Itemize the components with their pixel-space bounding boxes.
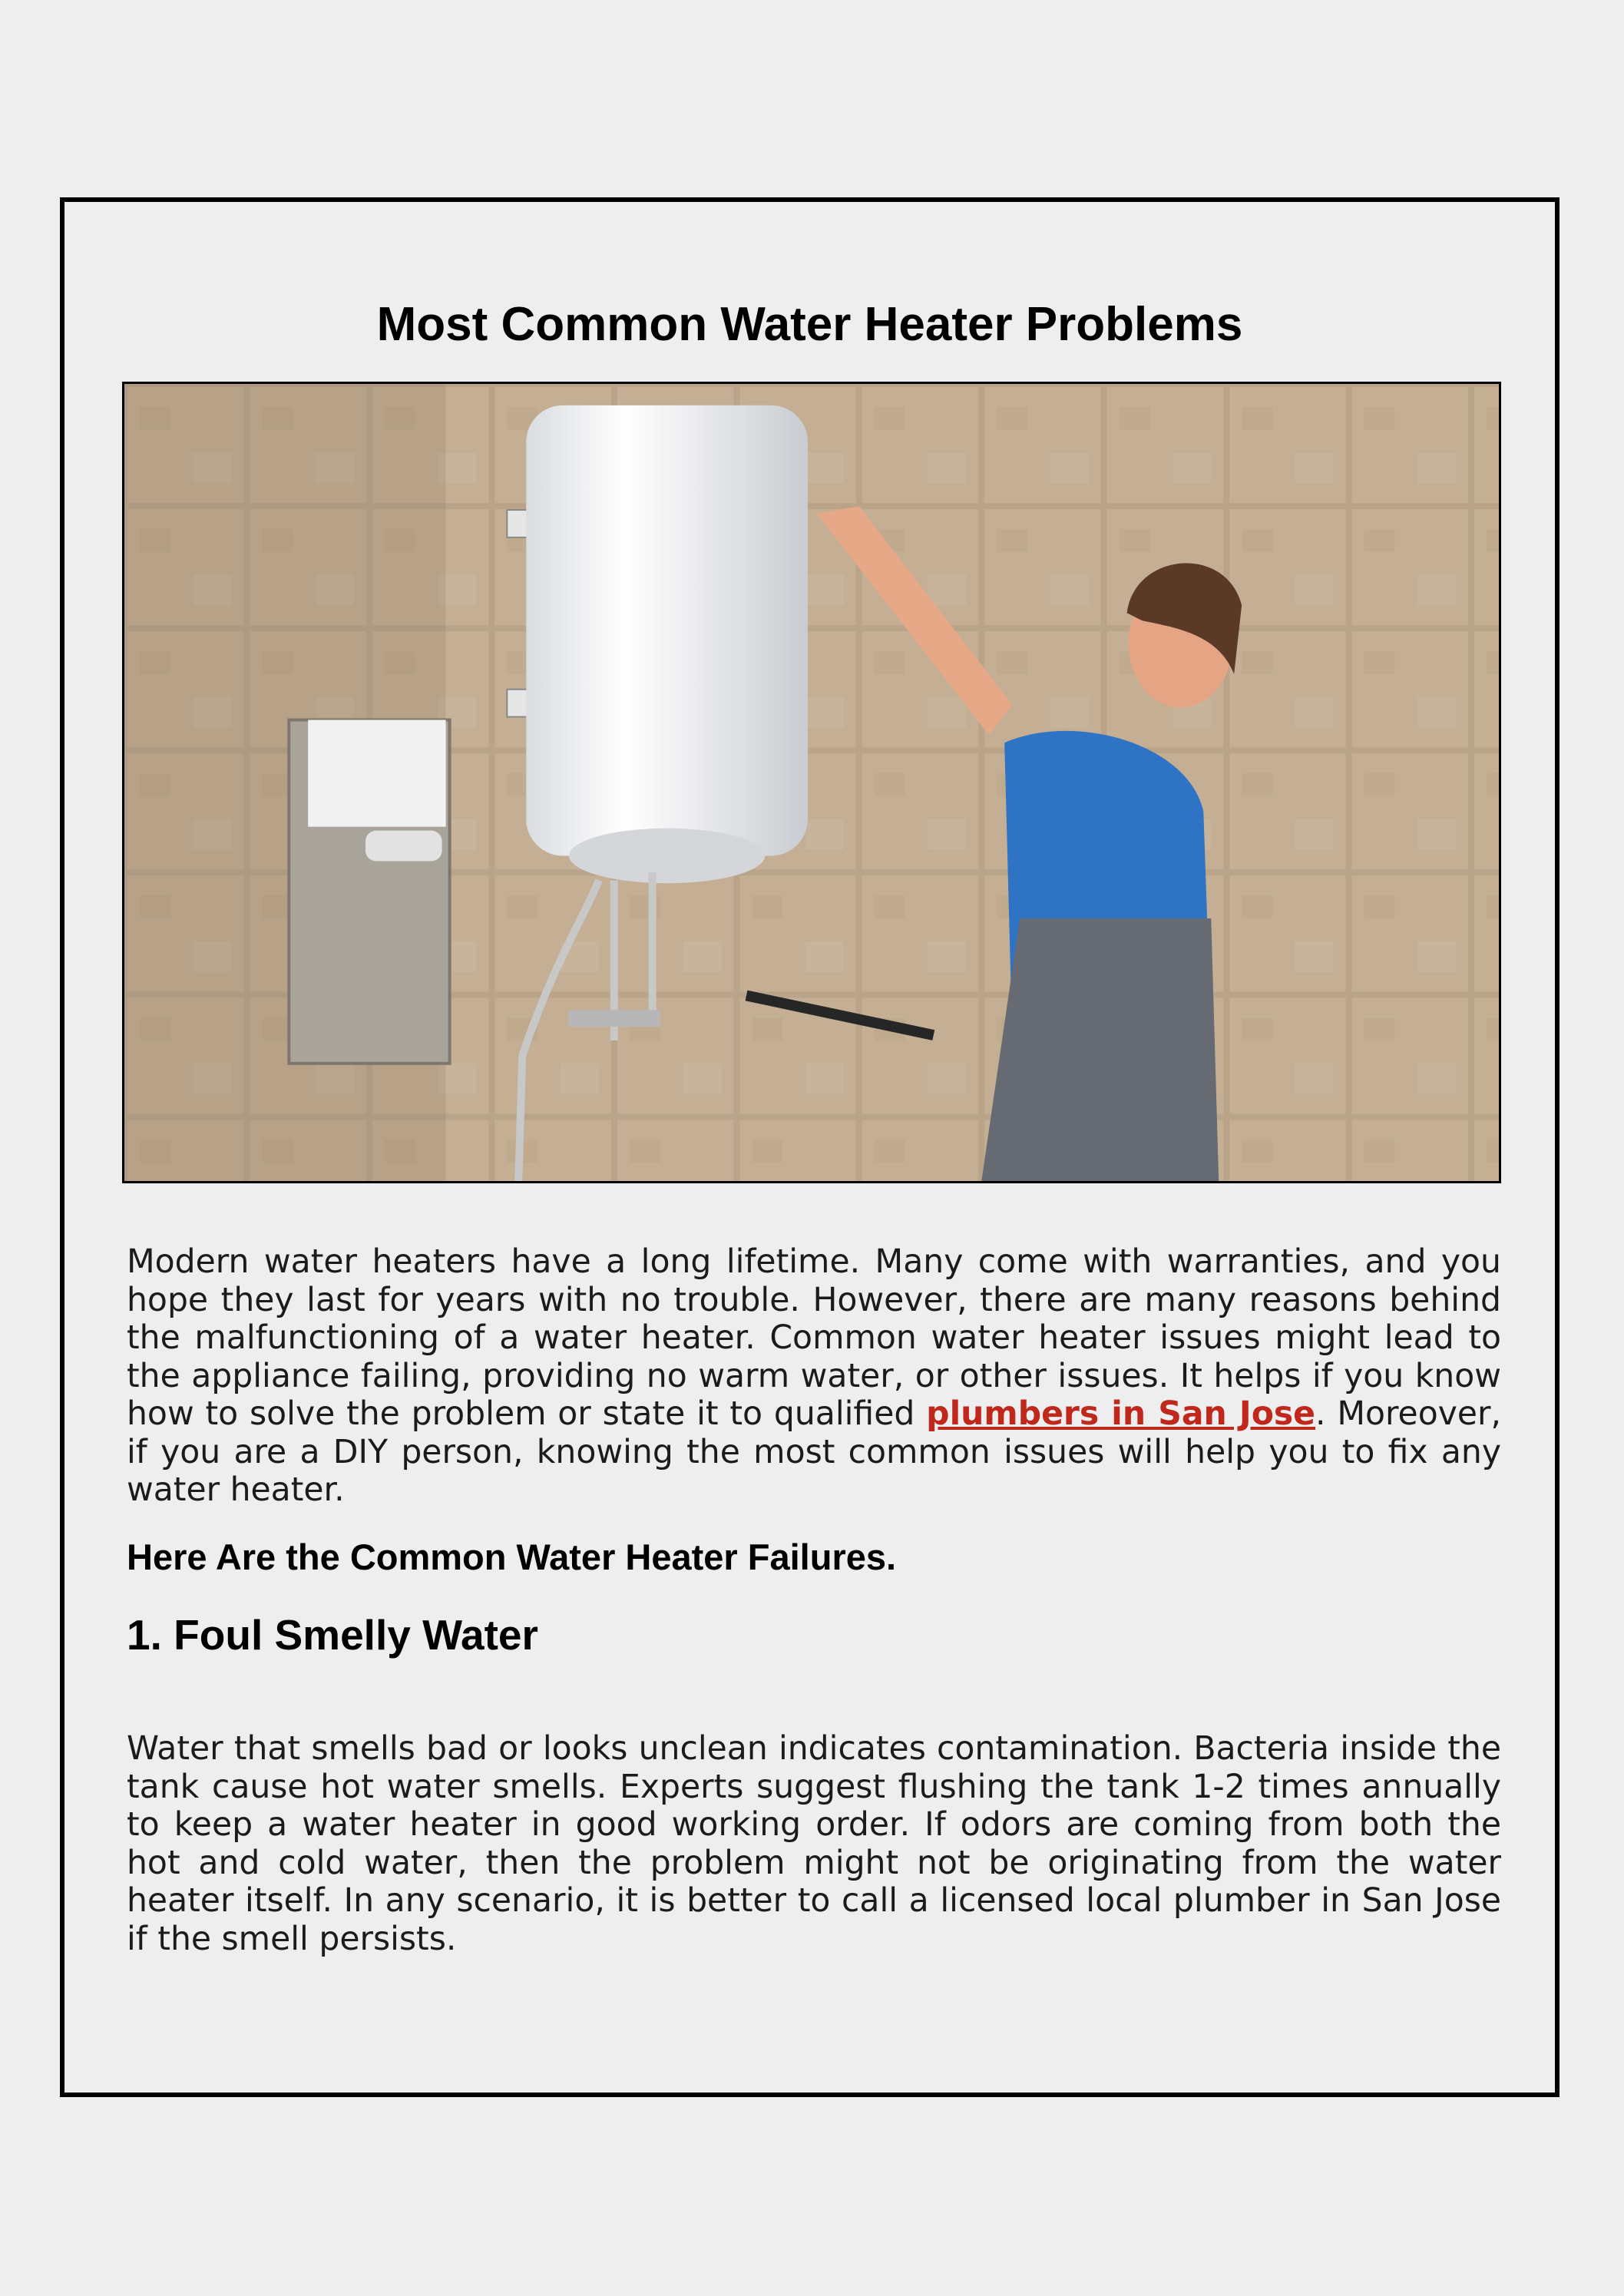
plumbers-in-san-jose-link[interactable]: plumbers in San Jose: [926, 1395, 1316, 1433]
failures-subheading: Here Are the Common Water Heater Failures.: [127, 1537, 897, 1577]
intro-text-after-link: . Moreover, if you are a DIY person, knowing the most common issues will help you to fix any water heater.: [127, 1395, 1501, 1509]
technician-overalls: [981, 918, 1219, 1181]
intro-paragraph: [127, 1243, 1501, 1510]
water-heater-base: [569, 829, 765, 884]
water-heater-tank: [526, 405, 808, 856]
section-heading-foul-smelly-water: 1. Foul Smelly Water: [127, 1611, 538, 1659]
intro-text-before-link: Modern water heaters have a long lifetime. Many come with warranties, and you hope they last for years with no trouble. However, there are many reasons behind the malfunctioning of a water heater. Common water heater issues might lead to the appliance failing, providing no warm water, or other issues. It helps if you know how to solve the problem or state it to qualified: [127, 1243, 1501, 1433]
mirror-light: [365, 831, 442, 862]
hero-image: [122, 382, 1501, 1183]
page-title: Most Common Water Heater Problems: [376, 298, 1243, 351]
plumber-water-heater-illustration: [124, 384, 1499, 1181]
mirror-cabinet: [308, 720, 445, 826]
article-frame: [60, 197, 1560, 2097]
mixer-valve: [568, 1010, 660, 1027]
section-body-foul-smelly-water: Water that smells bad or looks unclean indicates contamination. Bacteria inside the tank cause hot water smells. Experts suggest flushing the tank 1-2 times annually to keep a water heater in good working order. If odors are coming from both the hot and cold water, then the problem might not be originating from the water heater itself. In any scenario, it is better to call a licensed local plumber in San Jose if the smell persists.: [127, 1730, 1501, 1958]
